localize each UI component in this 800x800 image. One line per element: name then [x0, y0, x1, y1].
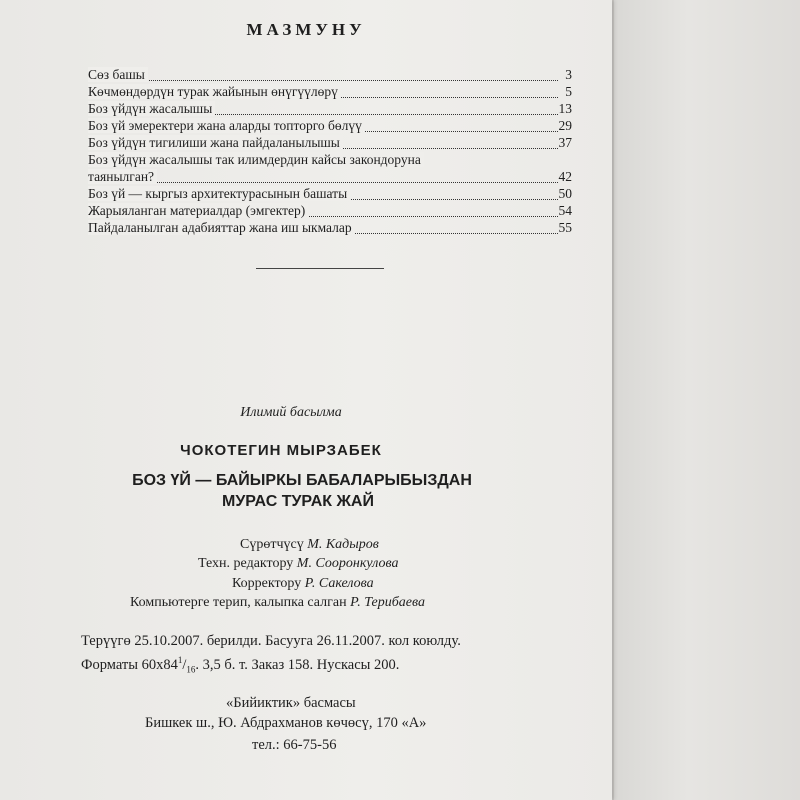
toc-title: Боз үй — кыргыз архитектурасынын башаты	[88, 186, 350, 201]
toc-title: Боз үй эмеректери жана аларды топторго бөлүү	[88, 118, 365, 133]
credit-role: Сүрөтчүсү	[240, 537, 304, 552]
credit-name: М. Кадыров	[307, 537, 379, 552]
toc-page-number: 3	[565, 67, 572, 82]
toc-page-number: 29	[558, 118, 572, 133]
toc-title: Сөз башы	[88, 67, 148, 82]
adjacent-page	[614, 0, 800, 800]
contents-heading: МАЗМУНУ	[246, 20, 366, 39]
credit-typesetter	[130, 595, 425, 611]
toc-entry	[88, 202, 572, 219]
edition-type: Илимий басылма	[240, 405, 342, 420]
toc-entry	[88, 151, 572, 185]
divider-line	[256, 268, 384, 269]
toc-title: Жарыяланган материалдар (эмгектер)	[88, 203, 308, 218]
credit-name: М. Сооронкулова	[296, 556, 399, 571]
toc-title: Көчмөндөрдүн турак жайынын өнүгүүлөрү	[88, 84, 341, 99]
book-title-line-2: МУРАС ТУРАК ЖАЙ	[222, 493, 374, 510]
toc-entry	[88, 66, 572, 83]
publisher-phone: тел.: 66-75-56	[252, 737, 337, 753]
toc-page-number: 37	[558, 135, 572, 150]
toc-page-number: 55	[558, 220, 572, 235]
toc-entry	[88, 134, 572, 151]
print-dates: Терүүгө 25.10.2007. берилди. Басууга 26.11.2007. кол коюлду.	[81, 633, 461, 649]
publisher-name: «Бийиктик» басмасы	[226, 695, 356, 711]
toc-page-number: 54	[558, 203, 572, 218]
credit-role: Компьютерге терип, калыпка салган	[130, 595, 347, 610]
toc-entry	[88, 83, 572, 100]
credit-role: Техн. редактору	[198, 556, 294, 571]
credit-proofreader	[232, 576, 374, 592]
toc-entry	[88, 117, 572, 134]
toc-title: Боз үйдүн жасалышы так илимдердин кайсы закондоруна	[88, 152, 424, 167]
publisher-address: Бишкек ш., Ю. Абдрахманов көчөсү, 170 «А»	[145, 715, 427, 731]
toc-page-number: 13	[558, 101, 572, 116]
credit-name: Р. Сакелова	[304, 576, 374, 591]
toc-page-number: 42	[558, 169, 572, 184]
toc-title: Боз үйдүн тигилиши жана пайдаланылышы	[88, 135, 343, 150]
toc-page-number: 50	[558, 186, 572, 201]
credit-illustrator	[240, 537, 379, 553]
table-of-contents	[88, 66, 572, 236]
toc-title: Пайдаланылган адабияттар жана иш ыкмалар	[88, 220, 355, 235]
author-name: ЧОКОТЕГИН МЫРЗАБЕК	[180, 442, 382, 459]
credit-tech-editor	[198, 556, 398, 572]
toc-title-continued: таянылган?	[88, 169, 157, 184]
book-title-line-1: БОЗ ҮЙ — БАЙЫРКЫ БАБАЛАРЫБЫЗДАН	[132, 472, 472, 489]
toc-entry	[88, 219, 572, 236]
toc-entry	[88, 185, 572, 202]
credit-role: Корректору	[232, 576, 302, 591]
print-format: Форматы $60x84^1/_{16}$. 3,5 б. т. Заказ 158. Нускасы 200.	[81, 655, 400, 675]
toc-title: Боз үйдүн жасалышы	[88, 101, 215, 116]
toc-page-number: 5	[565, 84, 572, 99]
toc-entry	[88, 100, 572, 117]
credit-name: Р. Терибаева	[350, 595, 425, 610]
